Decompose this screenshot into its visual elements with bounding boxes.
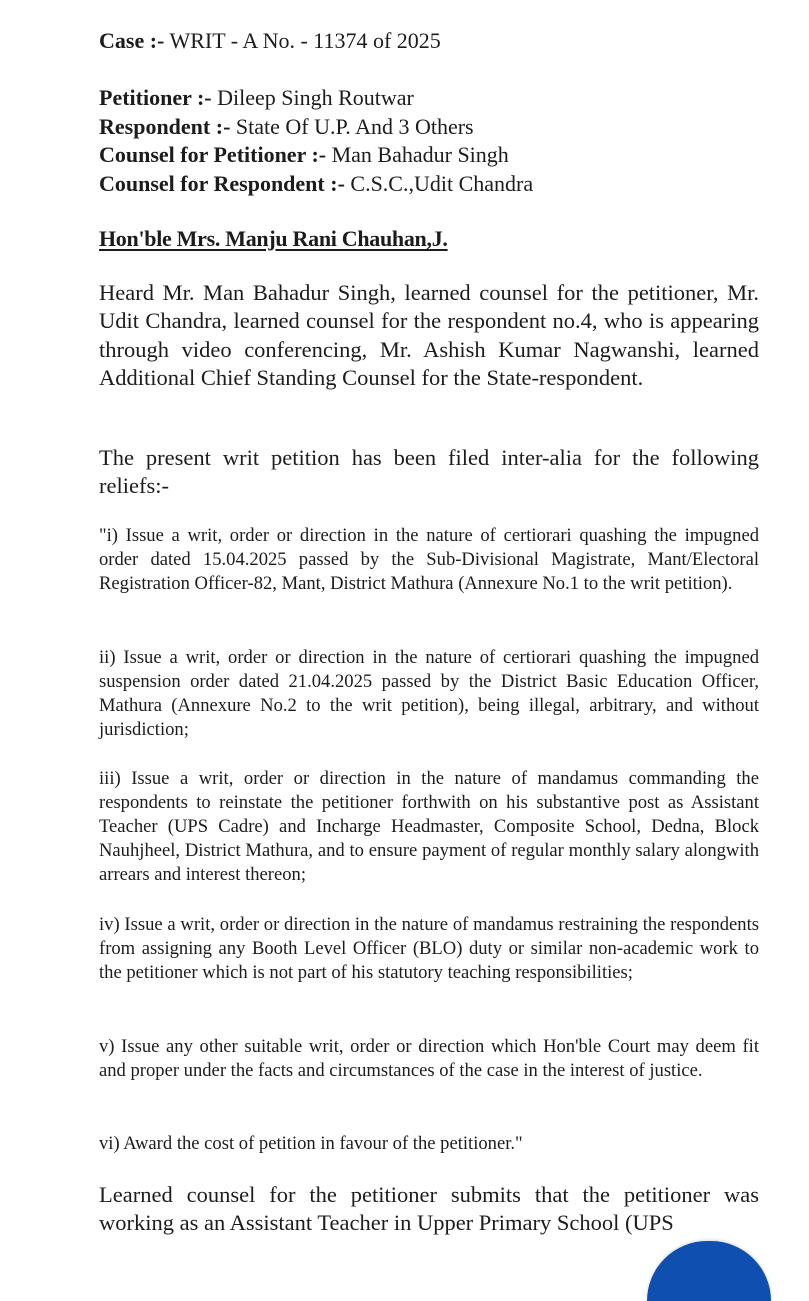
relief-item: iv) Issue a writ, order or direction in the nature of mandamus restraining the respondents from assigning any Booth Level Officer (BLO) duty or similar non-academic work to the petitioner which is not part of his statutory teaching responsibilities; [99, 914, 759, 983]
relief-item: vi) Award the cost of petition in favour of the petitioner." [99, 1133, 523, 1154]
respondent-line [99, 113, 533, 142]
counsel-petitioner-label: Counsel for Petitioner :- [99, 142, 327, 167]
respondent-label: Respondent :- [99, 113, 231, 139]
counsel-respondent-line [99, 170, 533, 199]
petitioner-line [99, 84, 533, 113]
counsel-petitioner-line [99, 141, 533, 170]
parties-block [99, 84, 533, 198]
counsel-respondent-label: Counsel for Respondent :- [99, 170, 345, 196]
case-number [99, 27, 441, 55]
petitioner-value: Dileep Singh Routwar [211, 85, 414, 110]
paragraph-present: The present writ petition has been filed inter-alia for the following reliefs:- [99, 445, 759, 499]
case-label: Case :- [99, 28, 165, 53]
judge-heading: Hon'ble Mrs. Manju Rani Chauhan,J. [99, 226, 448, 251]
respondent-value: State Of U.P. And 3 Others [230, 113, 474, 139]
counsel-respondent-value: C.S.C.,Udit Chandra [344, 170, 534, 196]
paragraph-learned: Learned counsel for the petitioner submits that the petitioner was working as an Assistant Teacher in Upper Primary School (UPS [99, 1182, 759, 1236]
case-value: WRIT - A No. - 11374 of 2025 [164, 28, 441, 53]
counsel-petitioner-value: Man Bahadur Singh [326, 142, 509, 167]
floating-action-button[interactable] [647, 1241, 771, 1301]
relief-item: "i) Issue a writ, order or direction in the nature of certiorari quashing the impugned order dated 15.04.2025 passed by the Sub-Divisional Magistrate, Mant/Electoral Registration Officer-82, Mant, District Mathura (Annexure No.1 to the writ petition). [99, 525, 759, 594]
paragraph-heard: Heard Mr. Man Bahadur Singh, learned counsel for the petitioner, Mr. Udit Chandra, learned counsel for the respondent no.4, who is appearing through video conferencing, Mr. Ashish Kumar Nagwanshi, learned Additional Chief Standing Counsel for the State-respondent. [99, 280, 759, 391]
relief-item: ii) Issue a writ, order or direction in the nature of certiorari quashing the impugned suspension order dated 21.04.2025 passed by the District Basic Education Officer, Mathura (Annexure No.2 to the writ petition), being illegal, arbitrary, and without jurisdiction; [99, 647, 759, 740]
relief-item: v) Issue any other suitable writ, order or direction which Hon'ble Court may deem fit and proper under the facts and circumstances of the case in the interest of justice. [99, 1036, 759, 1081]
petitioner-label: Petitioner :- [99, 85, 212, 110]
relief-item: iii) Issue a writ, order or direction in the nature of mandamus commanding the respondents to reinstate the petitioner forthwith on his substantive post as Assistant Teacher (UPS Cadre) and Incharge Headmaster, Composite School, Dedna, Block Nauhjheel, District Mathura, and to ensure payment of regular monthly salary alongwith arrears and interest thereon; [99, 768, 759, 885]
